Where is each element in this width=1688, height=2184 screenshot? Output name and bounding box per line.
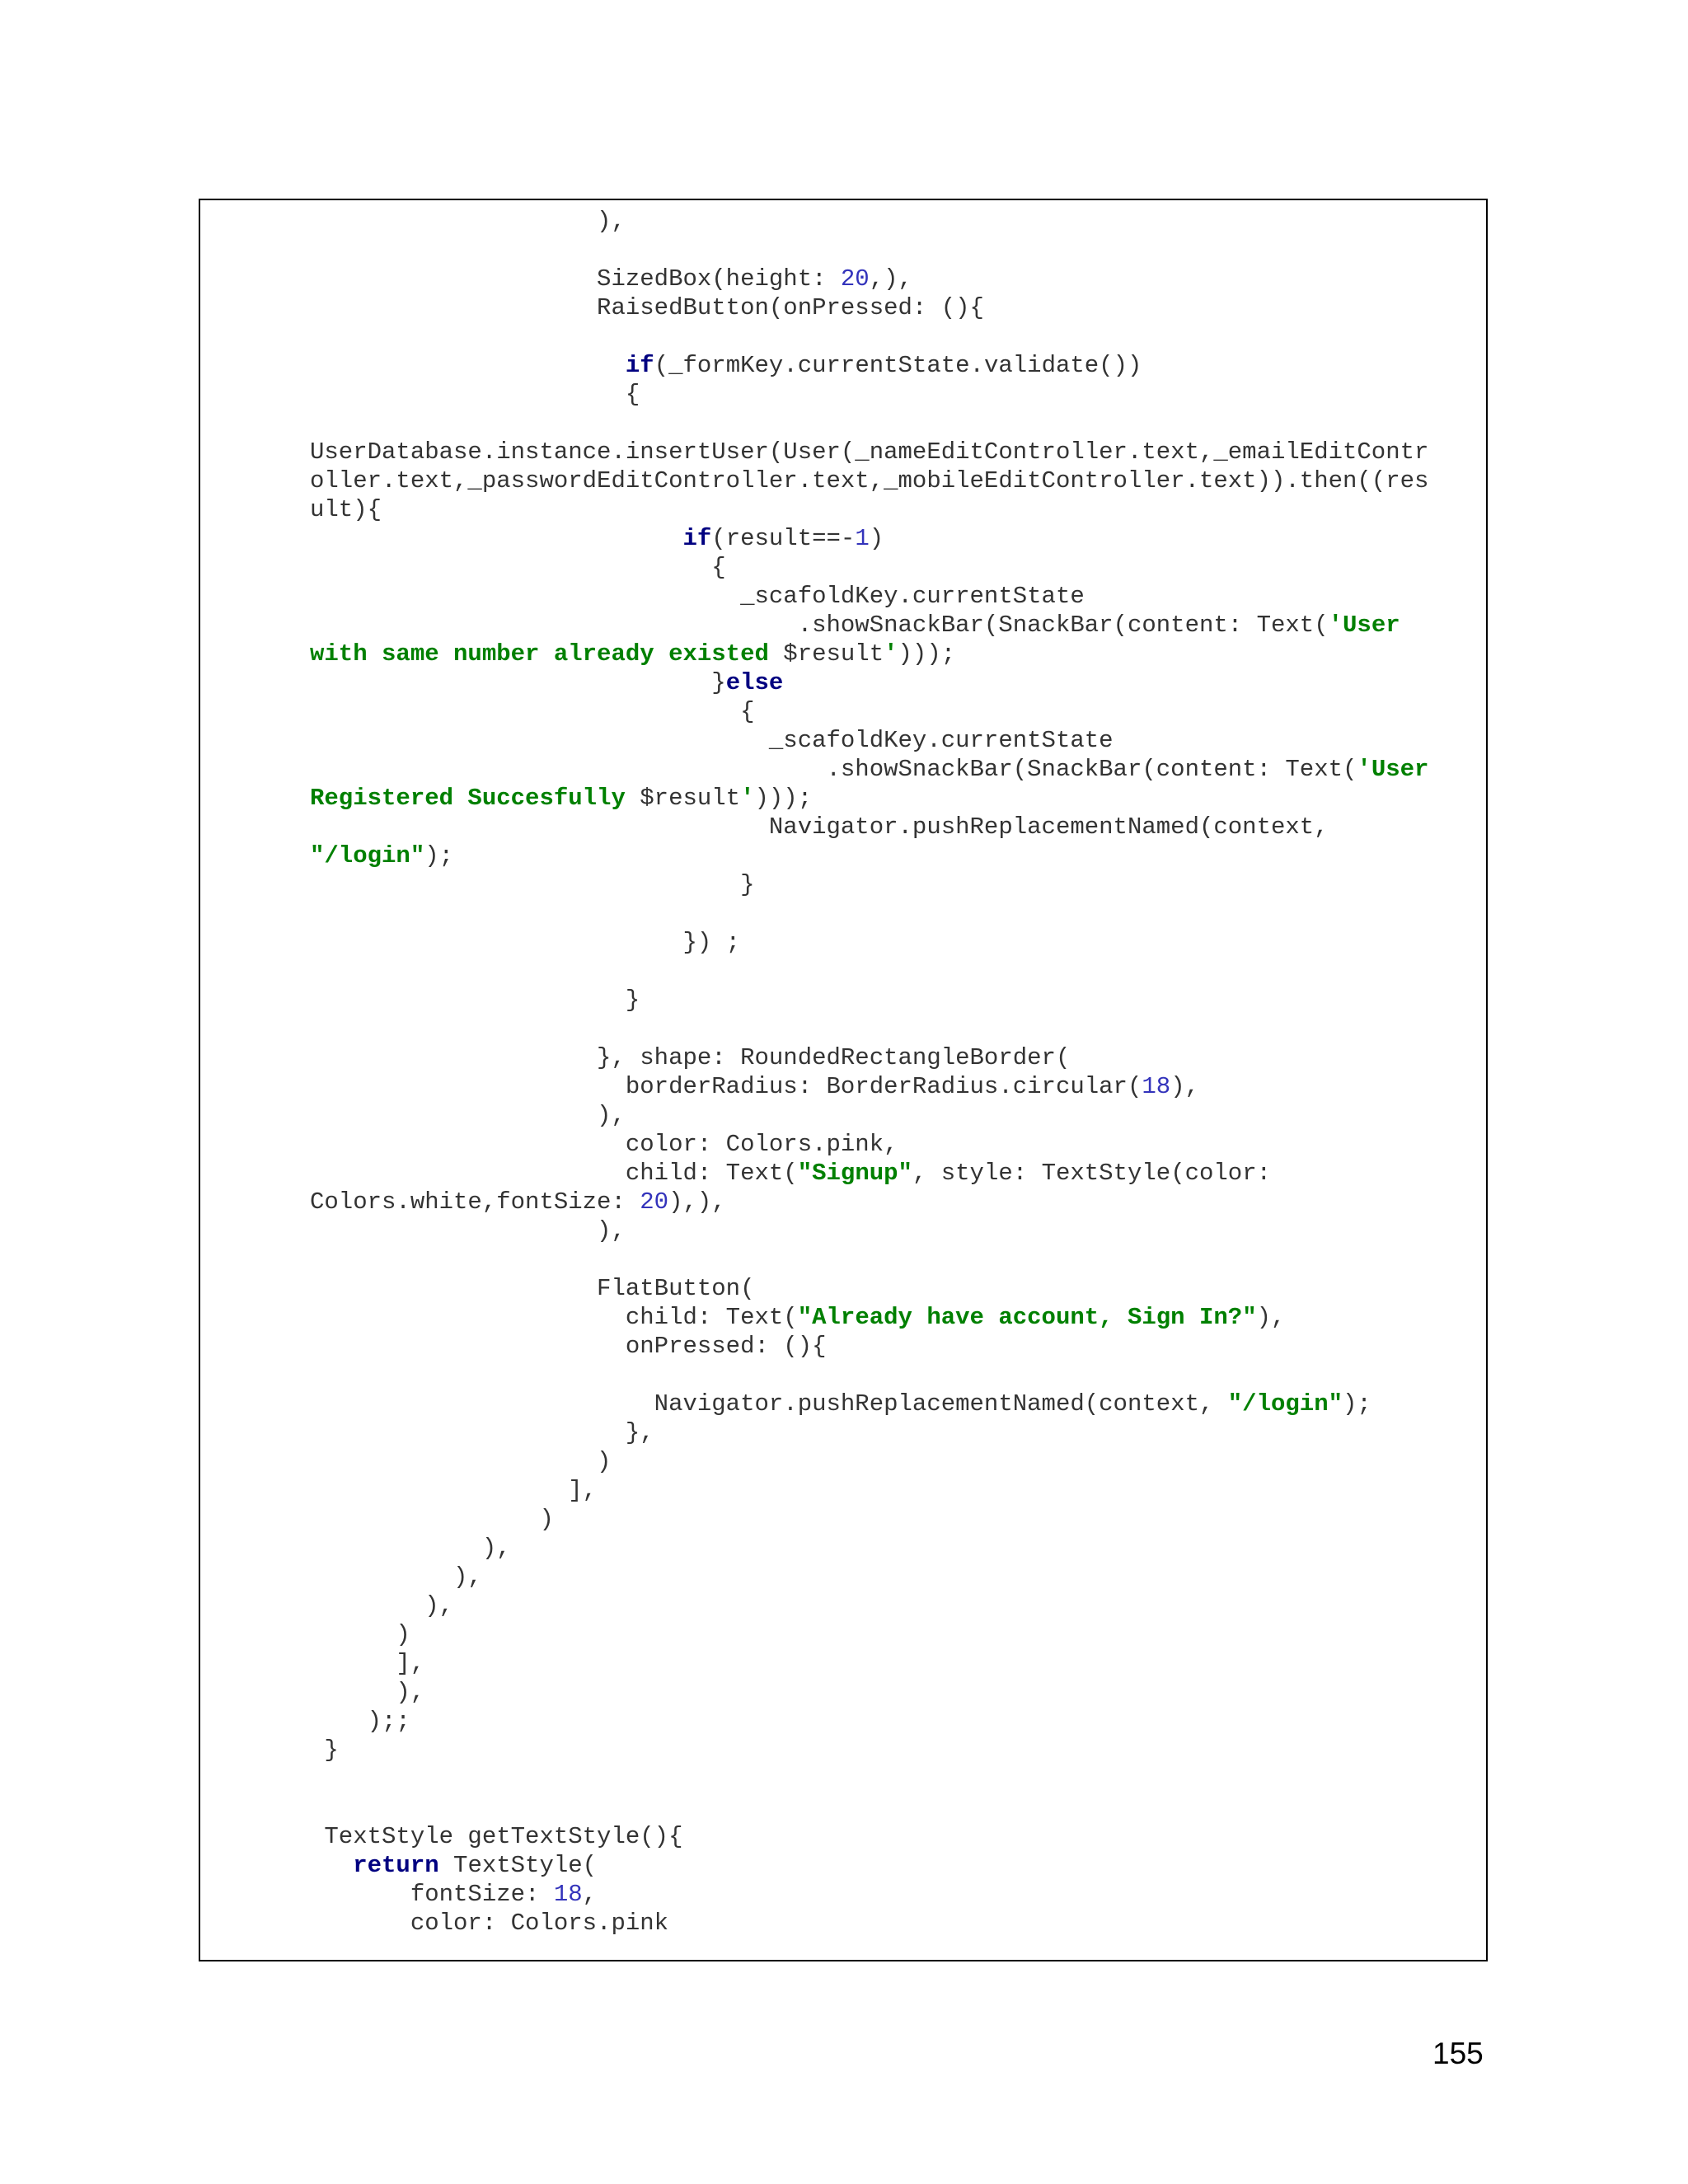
code-text: ,), <box>869 265 912 293</box>
code-text: RaisedButton(onPressed: (){ <box>310 294 984 321</box>
code-line <box>310 870 1428 899</box>
code-text: Colors.white,fontSize: <box>310 1188 640 1216</box>
code-line <box>310 1418 1428 1447</box>
code-text: onPressed: (){ <box>310 1333 827 1360</box>
code-text: ), <box>1256 1304 1286 1331</box>
code-line <box>310 1591 1428 1620</box>
code-text: }, <box>310 1419 654 1446</box>
code-line <box>310 1159 1428 1188</box>
code-listing-frame <box>199 199 1488 1961</box>
code-text: ), <box>310 1592 454 1619</box>
code-text: }) ; <box>310 929 741 956</box>
code-line <box>310 1361 1428 1390</box>
code-text: );; <box>310 1708 410 1735</box>
code-line <box>310 207 1428 236</box>
code-line <box>310 524 1428 553</box>
code-number: 18 <box>553 1881 583 1908</box>
code-line <box>310 1880 1428 1909</box>
code-string: "Already have account, Sign In?" <box>797 1304 1257 1331</box>
code-text: { <box>310 554 726 581</box>
code-text: TextStyle getTextStyle(){ <box>310 1823 683 1850</box>
code-number: 1 <box>855 525 870 552</box>
code-text: ); <box>1343 1390 1372 1418</box>
code-line <box>310 293 1428 322</box>
code-line <box>310 1822 1428 1851</box>
code-line <box>310 1216 1428 1245</box>
code-text: ) <box>310 1506 554 1533</box>
code-text: ) <box>869 525 884 552</box>
code-line <box>310 1505 1428 1534</box>
code-text: _scafoldKey.currentState <box>310 583 1085 610</box>
code-block <box>310 207 1428 1938</box>
code-text: .showSnackBar(SnackBar(content: Text( <box>310 612 1329 639</box>
code-string: 'User <box>1357 756 1429 783</box>
code-text: ], <box>310 1477 598 1504</box>
code-line <box>310 1851 1428 1880</box>
code-number: 20 <box>840 265 870 293</box>
code-line <box>310 466 1428 495</box>
code-text: color: Colors.pink, <box>310 1131 898 1158</box>
code-line <box>310 784 1428 813</box>
code-text: ), <box>310 208 626 235</box>
code-text: }, shape: RoundedRectangleBorder( <box>310 1044 1071 1071</box>
code-text: UserDatabase.instance.insertUser(User(_nameEditController.text,_emailEditContr <box>310 438 1429 466</box>
code-text: { <box>310 698 755 725</box>
code-text: ), <box>310 1102 626 1129</box>
code-line <box>310 755 1428 784</box>
code-keyword: if <box>682 525 712 552</box>
code-line <box>310 1476 1428 1505</box>
code-line <box>310 1130 1428 1159</box>
code-number: 20 <box>640 1188 669 1216</box>
code-line <box>310 1765 1428 1793</box>
code-text: $result <box>640 785 741 812</box>
code-string: "/login" <box>1227 1390 1343 1418</box>
code-line <box>310 1274 1428 1303</box>
code-text: ); <box>424 842 454 869</box>
code-line <box>310 495 1428 524</box>
code-text: .showSnackBar(SnackBar(content: Text( <box>310 756 1357 783</box>
code-text: $result <box>783 640 884 668</box>
code-line <box>310 1188 1428 1216</box>
code-text: borderRadius: BorderRadius.circular( <box>310 1073 1142 1100</box>
code-text <box>310 525 682 552</box>
code-line <box>310 1649 1428 1678</box>
code-string: 'User <box>1328 612 1400 639</box>
code-line <box>310 236 1428 265</box>
code-line <box>310 582 1428 611</box>
code-text: ))); <box>898 640 956 668</box>
code-text: ), <box>310 1535 511 1562</box>
code-text: (result==- <box>711 525 856 552</box>
code-string: "/login" <box>310 842 425 869</box>
code-line <box>310 1303 1428 1332</box>
page-number: 155 <box>1432 2036 1484 2070</box>
code-text: TextStyle( <box>438 1852 598 1879</box>
code-line <box>310 668 1428 697</box>
code-text: Navigator.pushReplacementNamed(context, <box>310 1390 1228 1418</box>
code-line <box>310 553 1428 582</box>
code-line <box>310 1909 1428 1938</box>
code-text: ) <box>310 1448 612 1475</box>
code-text: ),), <box>668 1188 726 1216</box>
code-text: } <box>310 669 726 696</box>
code-string: "Signup" <box>797 1160 912 1187</box>
code-line <box>310 1043 1428 1072</box>
code-text: ) <box>310 1621 410 1648</box>
code-text: , <box>582 1881 598 1908</box>
code-line <box>310 265 1428 293</box>
code-text <box>310 1852 353 1879</box>
code-text <box>310 352 626 379</box>
code-keyword: if <box>625 352 654 379</box>
code-text: oller.text,_passwordEditController.text,_mobileEditController.text)).then((res <box>310 467 1429 494</box>
code-line <box>310 1390 1428 1418</box>
code-text: (_formKey.currentState.validate()) <box>654 352 1142 379</box>
code-text: child: Text( <box>310 1160 798 1187</box>
code-text: , style: TextStyle(color: <box>912 1160 1272 1187</box>
code-line <box>310 640 1428 668</box>
code-text: ], <box>310 1650 425 1677</box>
code-text: ))); <box>754 785 813 812</box>
code-text: FlatButton( <box>310 1275 755 1302</box>
code-line <box>310 1563 1428 1591</box>
code-line <box>310 1707 1428 1736</box>
code-line <box>310 1015 1428 1043</box>
code-text: ), <box>1170 1073 1199 1100</box>
code-keyword: else <box>725 669 784 696</box>
code-text: ), <box>310 1217 626 1244</box>
code-text: fontSize: <box>310 1881 554 1908</box>
code-text: } <box>310 871 755 898</box>
code-text: { <box>310 381 640 408</box>
code-text: child: Text( <box>310 1304 798 1331</box>
code-line <box>310 957 1428 986</box>
code-line <box>310 1678 1428 1707</box>
code-string: Registered Succesfully <box>310 785 640 812</box>
code-line <box>310 1245 1428 1274</box>
code-text: _scafoldKey.currentState <box>310 727 1114 754</box>
code-line <box>310 928 1428 957</box>
code-line <box>310 409 1428 438</box>
code-line <box>310 1101 1428 1130</box>
code-line <box>310 726 1428 755</box>
code-line <box>310 1620 1428 1649</box>
code-string: with same number already existed <box>310 640 784 668</box>
code-line <box>310 611 1428 640</box>
code-text: SizedBox(height: <box>310 265 841 293</box>
code-text: ), <box>310 1679 425 1706</box>
code-line <box>310 1072 1428 1101</box>
code-line <box>310 1736 1428 1765</box>
code-line <box>310 1534 1428 1563</box>
code-line <box>310 1332 1428 1361</box>
code-line <box>310 1447 1428 1476</box>
code-line <box>310 697 1428 726</box>
code-line <box>310 351 1428 380</box>
code-line <box>310 813 1428 841</box>
code-line <box>310 322 1428 351</box>
code-line <box>310 438 1428 466</box>
code-string: ' <box>740 785 755 812</box>
code-text: ult){ <box>310 496 382 523</box>
code-line <box>310 380 1428 409</box>
code-text: ), <box>310 1563 482 1591</box>
code-line <box>310 841 1428 870</box>
code-number: 18 <box>1142 1073 1171 1100</box>
code-line <box>310 899 1428 928</box>
code-text: } <box>310 987 640 1014</box>
code-string: ' <box>884 640 898 668</box>
code-text: color: Colors.pink <box>310 1910 669 1937</box>
code-line <box>310 986 1428 1015</box>
code-text: Navigator.pushReplacementNamed(context, <box>310 813 1329 841</box>
code-text: } <box>310 1736 339 1764</box>
code-keyword: return <box>353 1852 439 1879</box>
code-line <box>310 1793 1428 1822</box>
